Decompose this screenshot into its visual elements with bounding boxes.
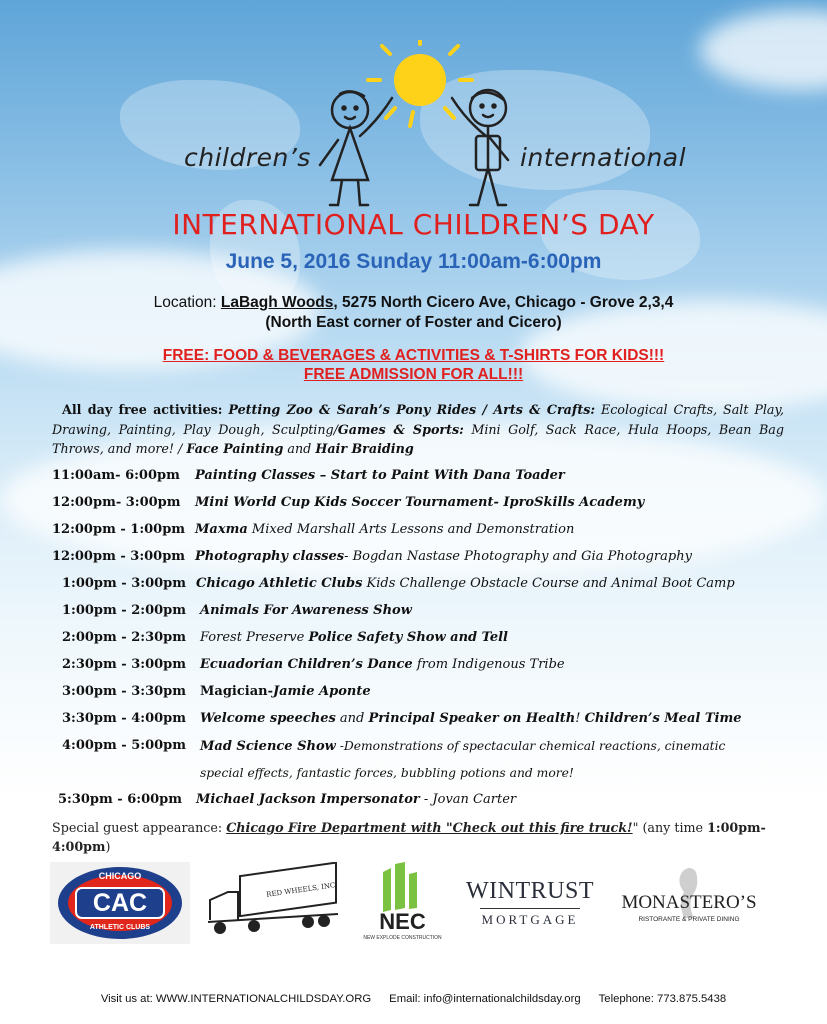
guest-end: ) [105, 839, 111, 854]
wintrust-text: WINTRUST [466, 878, 594, 904]
activities-face: Face Painting [186, 441, 284, 456]
wintrust-rule [480, 908, 580, 909]
schedule-desc-rest: from Indigenous Tribe [412, 657, 565, 672]
wintrust-subtext: MORTGAGE [481, 912, 579, 927]
schedule-time: 5:30pm - 6:00pm [58, 792, 183, 807]
schedule-time: 12:00pm - 3:00pm [52, 549, 186, 564]
schedule-desc-rest: Kids Challenge Obstacle Course and Animal Boot Camp [362, 576, 735, 591]
schedule-time: 4:00pm - 5:00pm [62, 738, 187, 753]
monastero-text: MONASTERO’S [621, 892, 757, 913]
nec-text: NEC [379, 909, 426, 934]
free-line-2: FREE ADMISSION FOR ALL!!! [303, 366, 524, 383]
schedule-time: 3:30pm - 4:00pm [62, 711, 187, 726]
schedule-time: 12:00pm - 1:00pm [52, 522, 186, 537]
special-guest [52, 818, 772, 856]
schedule-time: 2:00pm - 2:30pm [62, 630, 187, 645]
schedule-desc-rest: and [335, 711, 369, 726]
nec-logo [355, 862, 450, 944]
cac-logo [50, 862, 190, 944]
schedule-desc: Mad Science Show [200, 739, 336, 754]
free-line-1: FREE: FOOD & BEVERAGES & ACTIVITIES & T-SHIRTS FOR KIDS!!! [162, 347, 665, 364]
all-day-activities [52, 400, 784, 459]
guest-mid: " (any time [632, 820, 708, 835]
activities-sports: Mini Golf, Sack Race, Hula Hoops, Bean Bag Throws, and more! / [52, 421, 784, 456]
footer-phone: Telephone: 773.875.5438 [598, 993, 727, 1005]
activities-lead: All day free activities: [62, 402, 223, 417]
event-date: June 5, 2016 Sunday 11:00am-6:00pm [225, 250, 602, 273]
schedule-desc-rest-2: ! [575, 711, 585, 726]
guest-lead: Special guest appearance: [52, 820, 227, 835]
schedule-desc-rest: - Jovan Carter [419, 792, 517, 807]
activities-games: Games & Sports: [337, 421, 464, 437]
schedule-desc: Maxma [195, 522, 248, 537]
cac-main-text: CAC [92, 889, 148, 917]
free-banner [0, 346, 827, 384]
sun-and-kids-icon [170, 40, 710, 220]
schedule-time: 1:00pm - 2:00pm [62, 603, 187, 618]
schedule-desc: Chicago Athletic Clubs [196, 576, 363, 591]
truck-icon [198, 862, 344, 944]
schedule-desc-3: Children’s Meal Time [584, 711, 742, 726]
schedule-desc-2: Principal Speaker on Health [368, 711, 576, 726]
schedule-desc-pre: Magician- [200, 684, 273, 699]
event-location [0, 293, 827, 333]
red-wheels-logo [198, 862, 344, 944]
activities-hair: Hair Braiding [315, 441, 414, 456]
cac-bottom-text: ATHLETIC CLUBS [89, 924, 151, 931]
logo-text-international: international [520, 143, 687, 172]
schedule-desc: Ecuadorian Children’s Dance [200, 657, 413, 672]
schedule-desc: Mini World Cup Kids Soccer Tournament- IproSkills Academy [195, 495, 645, 510]
schedule-desc-pre: Forest Preserve [200, 630, 309, 645]
guest-time: 1:00pm-4:00pm [52, 820, 766, 854]
cloud [700, 10, 827, 90]
schedule-desc-rest: Mixed Marshall Arts Lessons and Demonstration [247, 522, 575, 537]
schedule-time: 11:00am- 6:00pm [52, 468, 180, 483]
wintrust-logo [460, 862, 600, 944]
event-title: INTERNATIONAL CHILDREN’S DAY [172, 208, 655, 241]
red-wheels-text: RED WHEELS, INC [265, 881, 336, 899]
schedule-time: 12:00pm- 3:00pm [52, 495, 181, 510]
activities-crafts: Ecological Crafts, Salt Play, Drawing, Painting, Play Dough, Sculpting/ [52, 402, 784, 437]
location-note: (North East corner of Foster and Cicero) [265, 314, 562, 331]
schedule-desc: Michael Jackson Impersonator [196, 792, 420, 807]
schedule-time: 2:30pm - 3:00pm [62, 657, 187, 672]
schedule-time: 1:00pm - 3:00pm [62, 576, 187, 591]
cac-top-text: CHICAGO [98, 871, 142, 881]
schedule-desc: Painting Classes – Start to Paint With Dana Toader [195, 468, 565, 483]
logo-text-childrens: children’s [184, 143, 311, 172]
nec-subtext: NEW EXPLODE CONSTRUCTION [363, 935, 442, 941]
activities-pony: Petting Zoo & Sarah’s Pony Rides / Arts & Crafts: [228, 402, 596, 417]
schedule-desc-rest: -Demonstrations of spectacular chemical reactions, cinematic special effects, fantastic forces, bubbling potions and more! [200, 739, 726, 780]
schedule-desc: Jamie Aponte [272, 684, 371, 699]
footer-email-link[interactable]: Email: info@internationalchildsday.org [389, 993, 581, 1005]
schedule-desc-rest: - Bogdan Nastase Photography and Gia Photography [344, 549, 692, 564]
monastero-subtext: RISTORANTE & PRIVATE DINING [638, 916, 740, 923]
footer-website-link[interactable]: Visit us at: WWW.INTERNATIONALCHILDSDAY.ORG [100, 993, 372, 1005]
schedule-desc: Welcome speeches [200, 711, 336, 726]
monastero-logo [604, 862, 774, 944]
guest-link[interactable]: Chicago Fire Department with "Check out this fire truck! [226, 820, 633, 835]
location-place-link[interactable]: LaBagh Woods [220, 294, 334, 311]
schedule-desc: Photography classes [195, 549, 345, 564]
schedule-desc: Police Safety Show and Tell [308, 630, 508, 645]
activities-and: and [287, 441, 312, 456]
footer [0, 993, 827, 1005]
childrens-international-logo [170, 40, 710, 220]
schedule-time: 3:00pm - 3:30pm [62, 684, 187, 699]
schedule-desc: Animals For Awareness Show [200, 603, 412, 618]
location-label: Location: [153, 294, 217, 311]
location-address: , 5275 North Cicero Ave, Chicago - Grove 2,3,4 [333, 294, 674, 311]
